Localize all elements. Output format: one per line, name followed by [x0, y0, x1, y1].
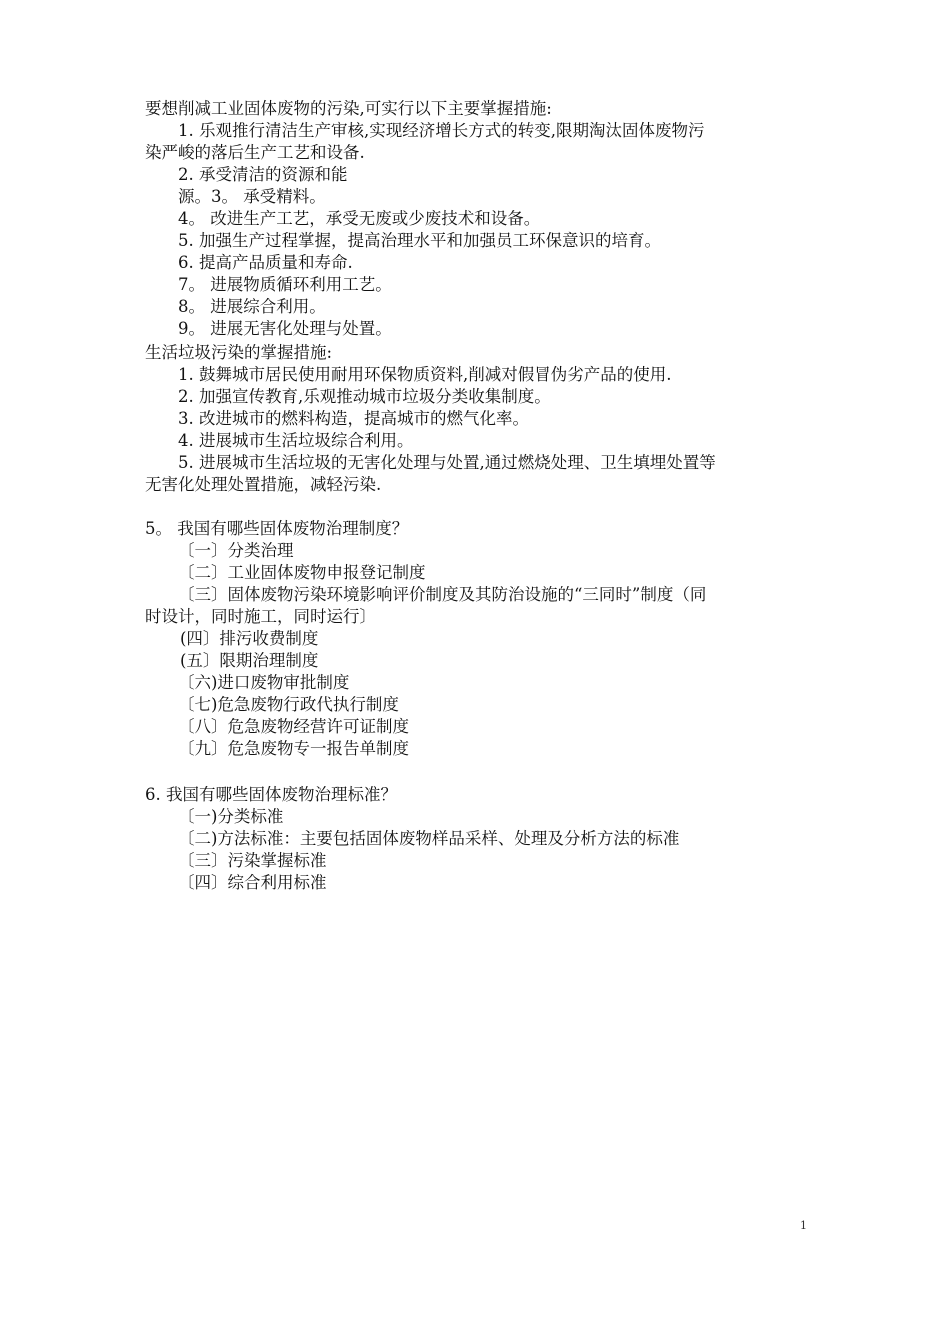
list-item: 〔一〕分类治理 — [178, 541, 294, 560]
list-item: 〔九〕危急废物专一报告单制度 — [178, 739, 409, 758]
list-item: 8。 进展综合利用。 — [178, 297, 326, 316]
question-6: 6. 我国有哪些固体废物治理标准？ — [145, 785, 397, 804]
list-item: 〔二)方法标准：主要包括固体废物样品采样、处理及分析方法的标准 — [178, 829, 680, 848]
list-item: 〔三〕固体废物污染环境影响评价制度及其防治设施的“三同时”制度（同 — [178, 585, 707, 604]
question-5: 5。 我国有哪些固体废物治理制度？ — [145, 519, 409, 538]
list-item-continuation: 无害化处理处置措施，减轻污染. — [145, 475, 382, 494]
list-item: 〔二〕工业固体废物申报登记制度 — [178, 563, 426, 582]
list-item-continuation: 时设计，同时施工，同时运行〕 — [145, 607, 376, 626]
page-number: 1 — [800, 1219, 807, 1232]
list-item: 〔三〕污染掌握标准 — [178, 851, 327, 870]
list-item: (五〕限期治理制度 — [180, 651, 319, 670]
list-item-continuation: 染严峻的落后生产工艺和设备. — [145, 143, 365, 162]
list-item: 5. 加强生产过程掌握，提高治理水平和加强员工环保意识的培育。 — [178, 231, 661, 250]
list-item: 〔七)危急废物行政代执行制度 — [178, 695, 399, 714]
list-item: 〔六)进口废物审批制度 — [178, 673, 350, 692]
list-item: 2. 承受清洁的资源和能 — [178, 165, 348, 184]
list-item: 3. 改进城市的燃料构造，提高城市的燃气化率。 — [178, 409, 529, 428]
list-item: 5. 进展城市生活垃圾的无害化处理与处置,通过燃烧处理、卫生填埋处置等 — [178, 453, 716, 472]
list-item: 〔四〕综合利用标准 — [178, 873, 327, 892]
section-a-intro: 要想削减工业固体废物的污染,可实行以下主要掌握措施: — [145, 99, 552, 118]
list-item: (四〕排污收费制度 — [180, 629, 319, 648]
list-item: 9。 进展无害化处理与处置。 — [178, 319, 392, 338]
list-item: 源。3。 承受精料。 — [178, 187, 326, 206]
list-item: 7。 进展物质循环利用工艺。 — [178, 275, 392, 294]
list-item: 6. 提高产品质量和寿命. — [178, 253, 353, 272]
list-item: 〔八〕危急废物经营许可证制度 — [178, 717, 409, 736]
list-item: 4。 改进生产工艺，承受无废或少废技术和设备。 — [178, 209, 541, 228]
list-item: 〔一)分类标准 — [178, 807, 284, 826]
list-item: 4. 进展城市生活垃圾综合利用。 — [178, 431, 414, 450]
list-item: 1. 乐观推行清洁生产审核,实现经济增长方式的转变,限期淘汰固体废物污 — [178, 121, 705, 140]
list-item: 1. 鼓舞城市居民使用耐用环保物质资料,削减对假冒伪劣产品的使用. — [178, 365, 672, 384]
list-item: 2. 加强宣传教育,乐观推动城市垃圾分类收集制度。 — [178, 387, 551, 406]
section-b-intro: 生活垃圾污染的掌握措施: — [145, 343, 333, 362]
